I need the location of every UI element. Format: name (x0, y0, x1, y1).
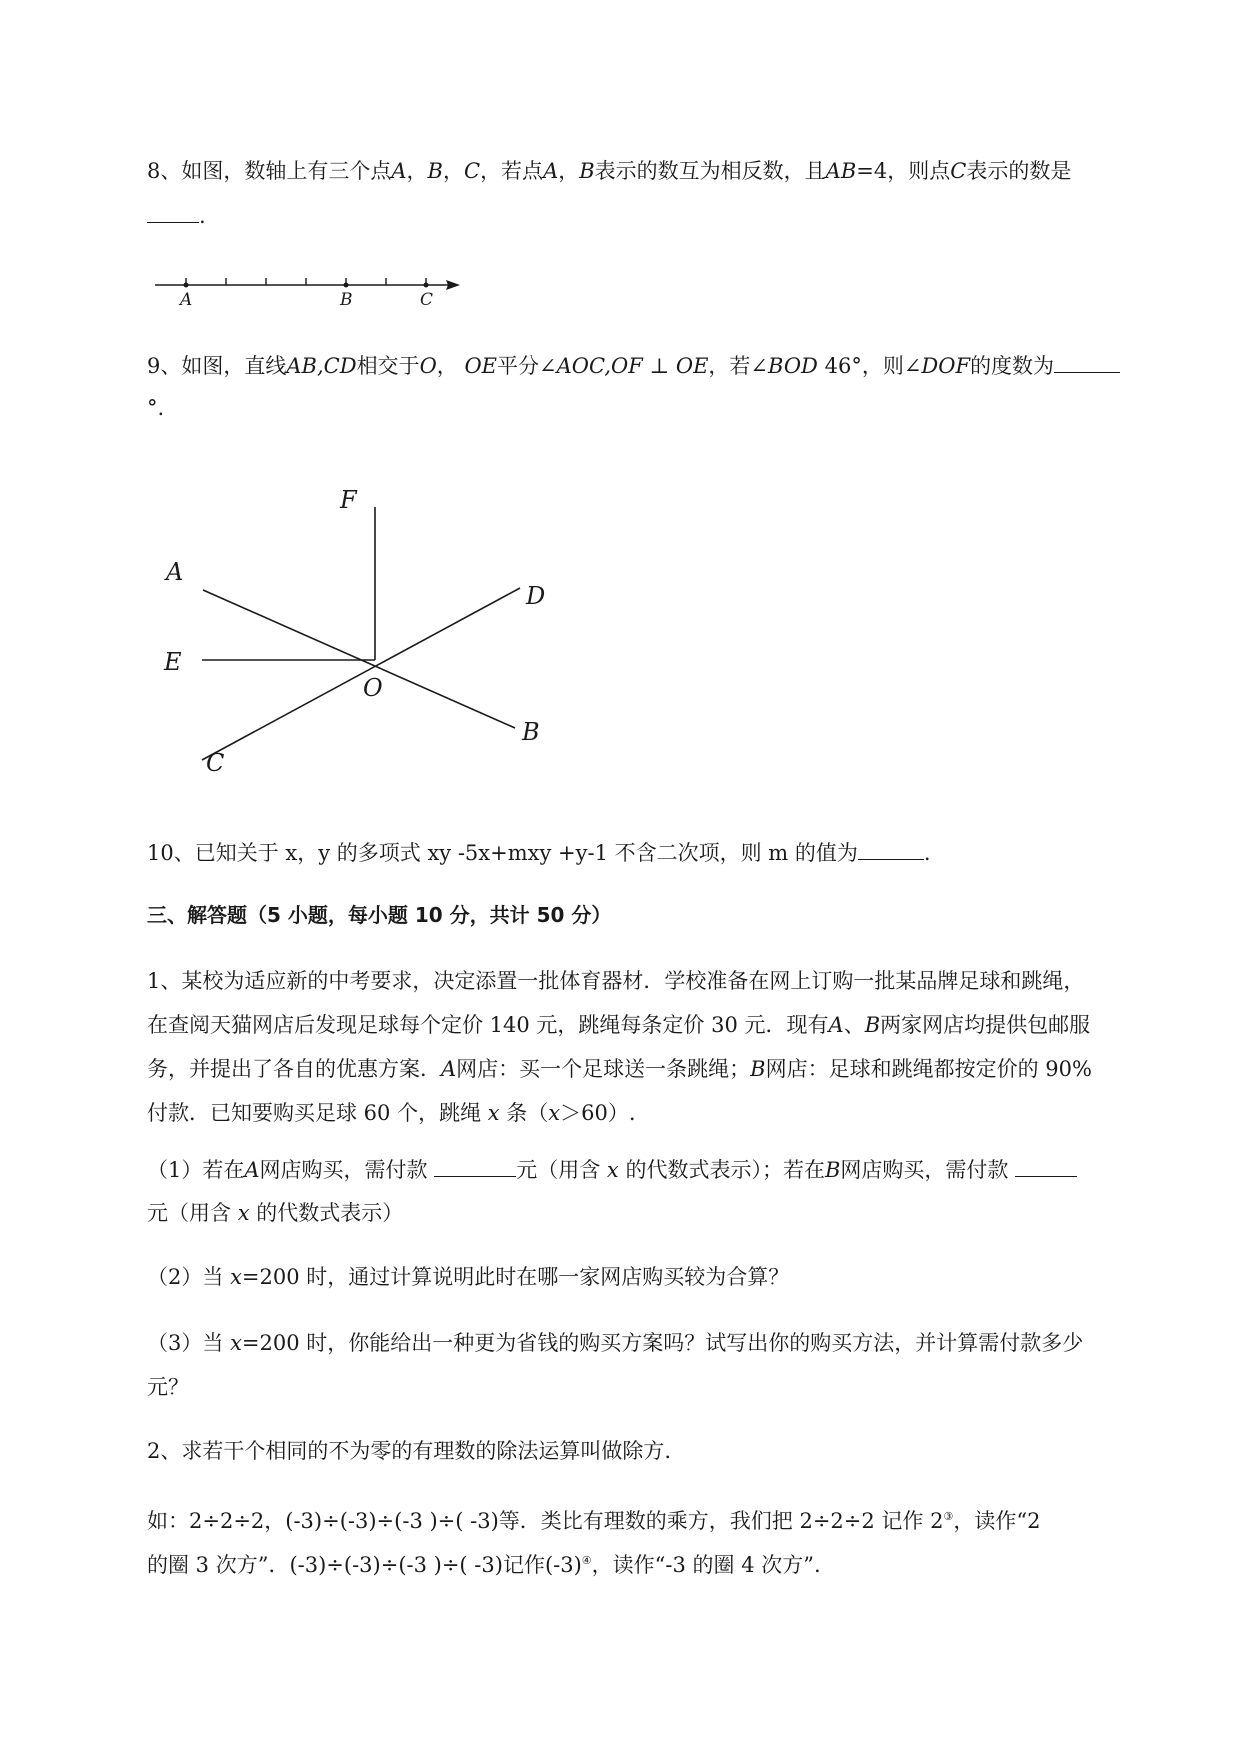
q9-text: 相交于 (356, 354, 420, 378)
p1-text: 1、某校为适应新的中考要求，决定添置一批体育器材．学校准备在网上订购一批某品牌足球和跳绳， (147, 969, 1085, 993)
p1-text: 、 (843, 1013, 865, 1037)
q9-text: ，则 (861, 354, 904, 378)
p1s1-var-x: x (237, 1201, 250, 1225)
q8-var-a: A (391, 159, 407, 183)
p1-sub2-line (147, 1262, 789, 1292)
p2-text: ，读作“2 (953, 1509, 1041, 1533)
number-line (150, 268, 470, 318)
line-cd (202, 588, 520, 760)
q9-text: ， (436, 354, 458, 378)
q9-number: 9、 (147, 354, 182, 378)
q8-var-b: B (427, 159, 443, 183)
p1s3-text: （3）当 (147, 1331, 224, 1355)
q9-line2 (147, 393, 164, 423)
point-a (184, 283, 189, 288)
label-c: C (206, 749, 225, 777)
q8-var-c: C (463, 159, 481, 183)
q10-line (147, 837, 931, 868)
p1-sub1-line1 (147, 1154, 1077, 1185)
p1-sub3-line2 (147, 1372, 189, 1402)
p2-line3 (147, 1546, 821, 1580)
q9-angle-value: 46° (824, 354, 862, 378)
q9-lines: AB,CD (286, 354, 357, 378)
p1s3-var-x: x (230, 1331, 242, 1355)
q9-degree-end: °. (147, 396, 165, 420)
p1-text: ＞60）. (560, 1101, 636, 1125)
p1-text: 两家网店均提供包邮服 (880, 1013, 1091, 1037)
p2-text: 如：2÷2÷2，(-3)÷(-3)÷(-3 )÷( -3)等．类比有理数的乘方，我们把 2÷2÷2 记作 2 (147, 1509, 944, 1533)
p1s1-text: 网店购买，需付款 (840, 1158, 1016, 1182)
q10-answer-blank[interactable] (858, 837, 924, 860)
p1-var-x: x (548, 1101, 561, 1125)
q9-text: 的度数为 (970, 354, 1055, 378)
p2-text: ，读作“-3 的圈 4 次方”. (591, 1553, 821, 1577)
q8-text: =4，则点 (856, 159, 951, 183)
q9-var-o: O (419, 354, 437, 378)
q9-text: 平分 (497, 354, 540, 378)
q8-var-a: A (543, 159, 559, 183)
section-3-heading: 三、解答题（5 小题，每小题 10 分，共计 50 分） (147, 903, 612, 927)
p1s2-text: =200 时，通过计算说明此时在哪一家网店购买较为合算？ (241, 1265, 790, 1289)
label-a: A (180, 290, 193, 310)
q8-text: 表示的数互为相反数，且 (594, 159, 826, 183)
p1s1-var-b: B (824, 1158, 841, 1182)
p1s1-text: 的代数式表示）；若在 (625, 1158, 825, 1182)
q9-answer-blank[interactable] (1054, 350, 1120, 373)
q8-sep: ， (442, 159, 464, 183)
q9-line1 (147, 350, 1120, 381)
q8-var-ab: AB (825, 159, 857, 183)
p1-var-a: A (441, 1057, 457, 1081)
q8-line1 (147, 156, 1071, 186)
q9-text: 如图，直线 (181, 354, 287, 378)
p1s1-blank-a[interactable] (434, 1154, 516, 1177)
geometry-figure (150, 480, 570, 780)
point-b (344, 283, 349, 288)
q8-period: . (199, 204, 206, 228)
p1-sub1-line2 (147, 1198, 403, 1228)
p2-line2 (147, 1502, 1040, 1536)
p1-text: 在查阅天猫网店后发现足球每个定价 140 元，跳绳每条定价 30 元．现有 (147, 1013, 829, 1037)
q8-text: ，若点 (480, 159, 544, 183)
p1-line2 (147, 1010, 1090, 1040)
p1-text: 务，并提出了各自的优惠方案． (147, 1057, 441, 1081)
q8-line2 (147, 200, 206, 231)
p1s1-text: 的代数式表示） (256, 1201, 404, 1225)
p1s3-text: =200 时，你能给出一种更为省钱的购买方案吗？试写出你的购买方法，并计算需付款多少 (241, 1331, 1084, 1355)
q8-text: 表示的数是 (966, 159, 1072, 183)
q8-sep: ， (558, 159, 580, 183)
q8-number: 8、 (147, 159, 182, 183)
p1s1-var-x: x (606, 1158, 619, 1182)
p1s1-text: （1）若在 (147, 1158, 245, 1182)
number-line-arrow (446, 280, 460, 290)
label-o: O (363, 674, 383, 702)
q9-angle-condition: ∠AOC,OF ⊥ OE (539, 354, 709, 378)
p1-var-x: x (487, 1101, 500, 1125)
q8-var-b: B (579, 159, 595, 183)
line-ab (203, 590, 515, 728)
p1-text: 网店：买一个足球送一条跳绳； (456, 1057, 751, 1081)
q9-angle-bod: ∠BOD (750, 354, 818, 378)
p1-text: 网店：足球和跳绳都按定价的 90% (765, 1057, 1092, 1081)
p1-sub3-line1 (147, 1328, 1083, 1358)
p1s2-var-x: x (230, 1265, 242, 1289)
p1s2-text: （2）当 (147, 1265, 224, 1289)
q8-answer-blank[interactable] (147, 200, 199, 223)
q8-sep: ， (406, 159, 428, 183)
p1-var-a: A (828, 1013, 844, 1037)
p1s1-text: 元（用含 (516, 1158, 601, 1182)
q9-oe: OE (464, 354, 498, 378)
label-b: B (340, 290, 353, 310)
p1s1-var-a: A (244, 1158, 260, 1182)
label-a: A (166, 558, 184, 586)
label-d: D (526, 582, 546, 610)
p2-text: 的圈 3 次方”．(-3)÷(-3)÷(-3 )÷( -3)记作(-3) (147, 1553, 582, 1577)
point-c (424, 283, 429, 288)
label-e: E (164, 648, 182, 676)
q10-period: . (923, 841, 931, 865)
p1s1-text: 元（用含 (147, 1201, 231, 1225)
p2-line1 (147, 1436, 671, 1466)
p1-var-b: B (750, 1057, 766, 1081)
label-b: B (522, 718, 540, 746)
label-f: F (340, 486, 357, 514)
p2-circle-exponent: ④ (581, 1554, 592, 1567)
p1-line3 (147, 1054, 1092, 1084)
p1s3-text: 元？ (147, 1375, 189, 1399)
q8-var-c: C (950, 159, 967, 183)
p1-text: 付款．已知要购买足球 60 个，跳绳 (147, 1101, 482, 1125)
p1s1-text: 网店购买，需付款 (259, 1158, 435, 1182)
p1s1-blank-b[interactable] (1015, 1154, 1077, 1177)
p1-text: 条（ (506, 1101, 549, 1125)
q9-angle-dof: ∠DOF (903, 354, 971, 378)
p1-line1 (147, 966, 1084, 996)
p1-line4 (147, 1098, 636, 1128)
q10-text: 10、已知关于 x，y 的多项式 xy -5x+mxy +y-1 不含二次项，则 m 的值为 (147, 841, 858, 865)
number-line-ticks (186, 278, 426, 285)
label-c: C (420, 290, 434, 310)
q8-text: 如图，数轴上有三个点 (181, 159, 392, 183)
p2-circle-exponent: ③ (943, 1510, 954, 1523)
q9-text: ，若 (708, 354, 751, 378)
p2-text: 2、求若干个相同的不为零的有理数的除法运算叫做除方. (147, 1439, 672, 1463)
p1-var-b: B (864, 1013, 881, 1037)
